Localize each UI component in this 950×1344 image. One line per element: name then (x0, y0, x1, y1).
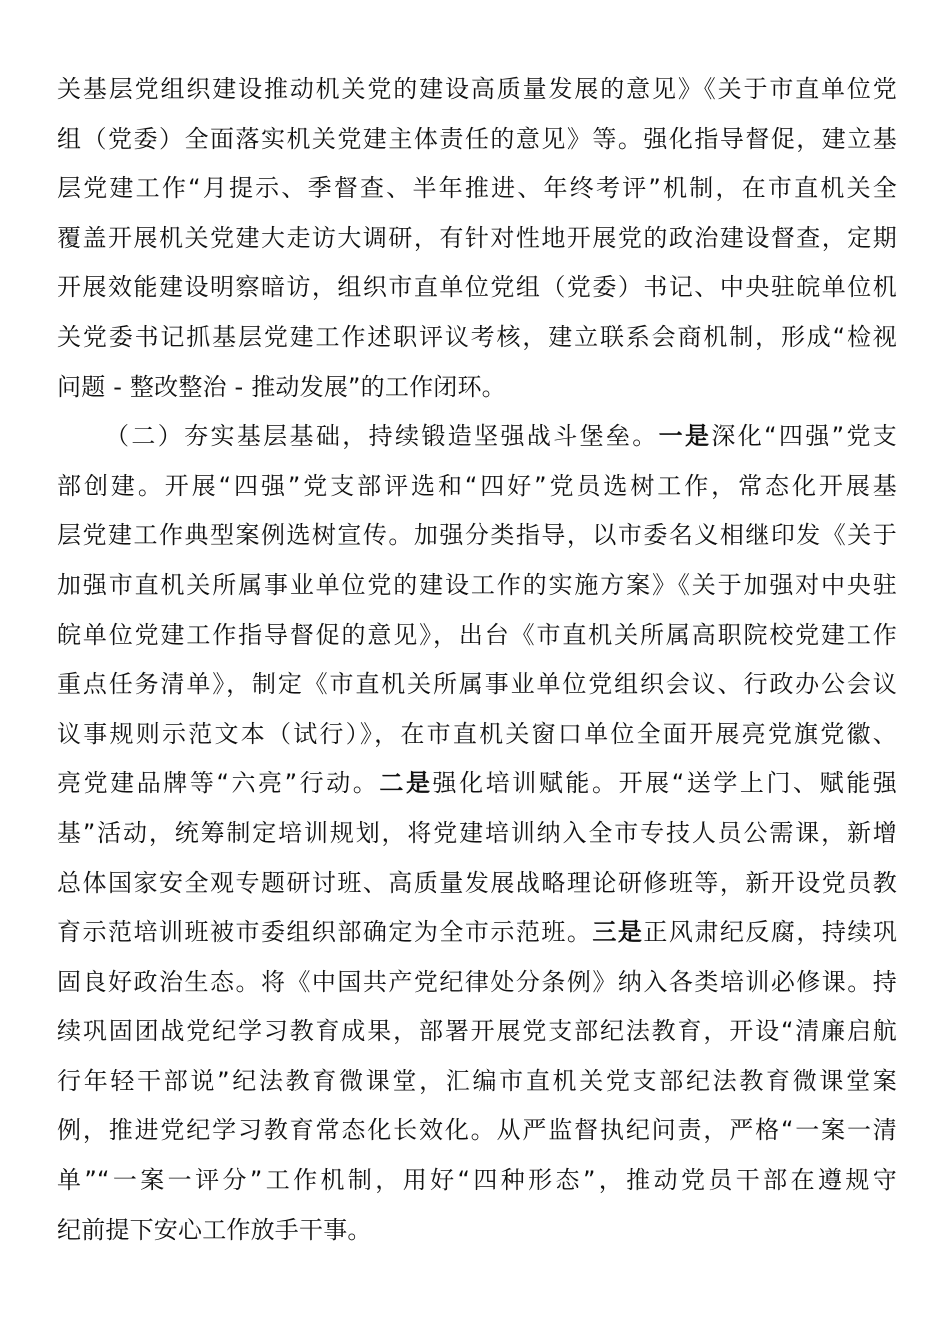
text-segment: 纪前提下安心工作放手干事。 (57, 1215, 372, 1244)
text-line (57, 115, 897, 165)
text-line (57, 611, 897, 661)
text-line (57, 958, 897, 1008)
text-line (57, 214, 897, 264)
text-line (57, 1156, 897, 1206)
text-segment: 问题 - 整改整治 - 推动发展”的工作闭环。 (57, 372, 506, 401)
bold-lead-phrase: 三是 (592, 918, 644, 947)
text-segment: 层党建工作典型案例选树宣传。加强分类指导，以市委名义相继印发《关于 (57, 521, 897, 550)
text-line (57, 561, 897, 611)
bold-lead-phrase: 二是 (379, 769, 433, 798)
text-segment: 开展效能建设明察暗访，组织市直单位党组（党委）书记、中央驻皖单位机 (57, 273, 897, 302)
text-segment: 固良好政治生态。将《中国共产党纪律处分条例》纳入各类培训必修课。持 (57, 967, 897, 996)
text-line (57, 65, 897, 115)
text-segment: 育示范培训班被市委组织部确定为全市示范班。 (57, 918, 593, 947)
text-line (57, 1057, 897, 1107)
text-segment: 组（党委）全面落实机关党建主体责任的意见》等。强化指导督促，建立基 (57, 124, 897, 153)
text-segment: 续巩固团战党纪学习教育成果，部署开展党支部纪法教育，开设“清廉启航 (57, 1017, 897, 1046)
text-line (57, 710, 897, 760)
text-segment: 深化“四强”党支 (711, 422, 898, 451)
text-line (57, 859, 897, 909)
text-segment: 加强市直机关所属事业单位党的建设工作的实施方案》《关于加强对中央驻 (57, 570, 897, 599)
text-segment: 皖单位党建工作指导督促的意见》，出台《市直机关所属高职院校党建工作 (57, 620, 897, 649)
text-line (57, 412, 897, 462)
text-segment: 议事规则示范文本（试行）》，在市直机关窗口单位全面开展亮党旗党徽、 (57, 719, 897, 748)
text-line (57, 511, 897, 561)
text-segment: 单”“一案一评分”工作机制，用好“四种形态”，推动党员干部在遵规守 (57, 1166, 897, 1195)
text-segment: 重点任务清单》，制定《市直机关所属事业单位党组织会议、行政办公会议 (57, 670, 897, 699)
text-segment: 关基层党组织建设推动机关党的建设高质量发展的意见》《关于市直单位党 (57, 75, 897, 103)
text-segment: 亮党建品牌等“六亮”行动。 (57, 769, 380, 798)
text-line (57, 1206, 897, 1256)
text-segment: 总体国家安全观专题研讨班、高质量发展战略理论研修班等，新开设党员教 (57, 868, 897, 897)
text-segment: 层党建工作“月提示、季督查、半年推进、年终考评”机制，在市直机关全 (57, 174, 897, 203)
text-segment: （二）夯实基层基础，持续锻造坚强战斗堡垒。 (105, 422, 659, 451)
bold-lead-phrase: 一是 (658, 422, 712, 451)
text-line (57, 462, 897, 512)
text-segment: 基”活动，统筹制定培训规划，将党建培训纳入全市专技人员公需课，新增 (57, 818, 897, 847)
text-segment: 关党委书记抓基层党建工作述职评议考核，建立联系会商机制，形成“检视 (57, 322, 897, 351)
text-line (57, 759, 897, 809)
text-segment: 正风肃纪反腐，持续巩 (643, 918, 898, 947)
text-line (57, 263, 897, 313)
document-body (57, 65, 897, 1255)
text-line (57, 908, 897, 958)
text-segment: 行年轻干部说”纪法教育微课堂，汇编市直机关党支部纪法教育微课堂案 (57, 1066, 897, 1095)
text-line (57, 1106, 897, 1156)
text-line (57, 164, 897, 214)
text-segment: 覆盖开展机关党建大走访大调研，有针对性地开展党的政治建设督查，定期 (57, 223, 897, 252)
text-line (57, 660, 897, 710)
text-line (57, 1007, 897, 1057)
text-segment: 例，推进党纪学习教育常态化长效化。从严监督执纪问责，严格“一案一清 (57, 1116, 897, 1145)
text-line (57, 313, 897, 363)
text-segment: 强化培训赋能。开展“送学上门、赋能强 (432, 769, 897, 798)
text-segment: 部创建。开展“四强”党支部评选和“四好”党员选树工作，常态化开展基 (57, 471, 897, 500)
text-line (57, 363, 897, 413)
text-line (57, 809, 897, 859)
